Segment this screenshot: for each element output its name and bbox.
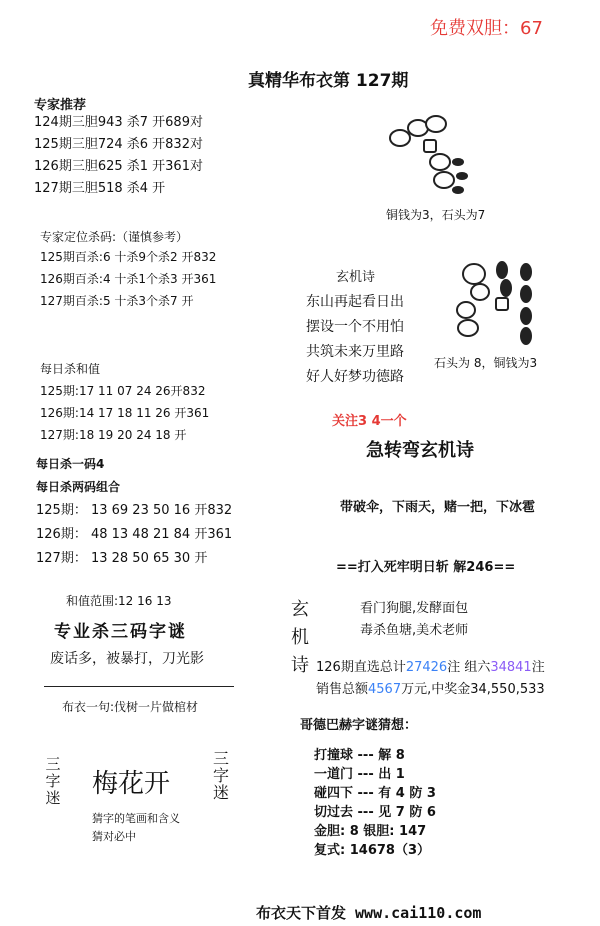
char-riddle-hint: 猜字的笔画和含义: [92, 812, 180, 825]
list-item: 金胆: 8 银胆: 147: [314, 824, 427, 839]
sales-line-2: [316, 678, 545, 697]
riddle3-heading: 专业杀三码字谜: [54, 622, 187, 642]
poem-line: 好人好梦功德路: [306, 369, 404, 385]
poem-line: 摆设一个不用怕: [306, 319, 404, 335]
figure2-caption: 石头为 8，铜钱为3: [434, 356, 538, 370]
figure1-caption: 铜钱为3，石头为7: [386, 208, 486, 222]
xuanji-lines: [360, 598, 468, 642]
coins-stones-figure-1: [380, 110, 490, 210]
poem-heading: 玄机诗: [336, 270, 376, 285]
xuanji-line: 毒杀鱼塘,美术老师: [360, 623, 469, 638]
kill-two-heading: 每日杀两码组合: [36, 480, 121, 494]
free-double-badge: 免费双胆：67: [430, 18, 543, 39]
char-riddle-main: 梅花开: [92, 769, 171, 799]
list-item: 126期百杀:4 十杀1个杀3 开361: [40, 272, 217, 286]
xuanji-vertical-label: 玄机诗: [291, 599, 309, 676]
expert-list: [34, 112, 203, 200]
char-riddle-left-label: 三字迷: [45, 755, 61, 807]
list-item: 127期： 13 28 50 65 30 开: [36, 551, 208, 566]
group6-count: 34841: [490, 660, 532, 675]
list-item: 125期： 13 69 23 50 16 开832: [36, 503, 233, 518]
xuanji-line: 看门狗腿,发酵面包: [360, 601, 469, 616]
list-item: 切过去 --- 见 7 防 6: [314, 805, 436, 820]
positional-list: [40, 246, 216, 312]
footer-site: 布衣天下首发 www.cai110.com: [256, 904, 482, 922]
sales-label: 万元,中奖金34,550,533: [401, 682, 545, 697]
sales-label: 126期直选总计: [316, 660, 406, 675]
list-item: 打撞球 --- 解 8: [314, 748, 405, 763]
list-item: 127期百杀:5 十杀3个杀7 开: [40, 294, 194, 308]
turn-heading: 急转弯玄机诗: [366, 440, 474, 461]
dead-cell-line: ==打入死牢明日斩 解246==: [336, 560, 516, 575]
list-item: 126期： 48 13 48 21 84 开361: [36, 527, 233, 542]
gdb-list: [314, 746, 436, 860]
sales-label: 销售总额: [316, 682, 369, 697]
page-title: 真精华布衣第 127期: [248, 71, 409, 91]
sales-line-1: [316, 656, 545, 675]
list-item: 一道门 --- 出 1: [314, 767, 405, 782]
kill-one-code: 每日杀一码4: [36, 457, 105, 471]
total-sales: 4567: [368, 682, 402, 697]
direct-count: 27426: [405, 660, 448, 675]
list-item: 126期:14 17 18 11 26 开361: [40, 406, 210, 420]
sales-label: 注: [531, 660, 545, 675]
list-item: 碰四下 --- 有 4 防 3: [314, 786, 436, 801]
list-item: 125期:17 11 07 24 26开832: [40, 384, 206, 398]
positional-heading: 专家定位杀码:（谨慎参考）: [40, 230, 189, 244]
sum-heading: 每日杀和值: [40, 362, 101, 376]
list-item: 127期:18 19 20 24 18 开: [40, 428, 187, 442]
kill-two-list: [36, 499, 232, 571]
list-item: 124期三胆943 杀7 开689对: [34, 115, 203, 130]
char-riddle-hint2: 猜对必中: [92, 830, 136, 843]
poem-line: 东山再起看日出: [306, 294, 404, 310]
poem-lines: [306, 290, 404, 390]
list-item: 126期三胆625 杀1 开361对: [34, 159, 203, 174]
sum-range: 和值范围:12 16 13: [66, 594, 172, 608]
turn-text: 带破伞，下雨天，赌一把，下冰雹: [340, 500, 536, 515]
poem-line: 共筑未来万里路: [306, 344, 404, 360]
sales-label: 注 组六: [447, 660, 491, 675]
divider: [44, 686, 234, 687]
coins-stones-figure-2: [450, 252, 550, 352]
gdb-heading: 哥德巴赫字谜猜想：: [300, 718, 418, 733]
focus-note: 关注3 4一个: [332, 414, 407, 429]
char-riddle-right-label: 三字迷: [212, 749, 229, 802]
list-item: 复式: 14678（3）: [314, 843, 430, 858]
expert-heading: 专家推荐: [34, 98, 87, 113]
list-item: 125期百杀:6 十杀9个杀2 开832: [40, 250, 217, 264]
sum-list: [40, 380, 209, 446]
list-item: 125期三胆724 杀6 开832对: [34, 137, 203, 152]
buyi-line: 布衣一句:伐树一片做棺材: [62, 700, 199, 714]
riddle3-text: 废话多，被暴打，刀光影: [50, 651, 204, 667]
list-item: 127期三胆518 杀4 开: [34, 181, 166, 196]
